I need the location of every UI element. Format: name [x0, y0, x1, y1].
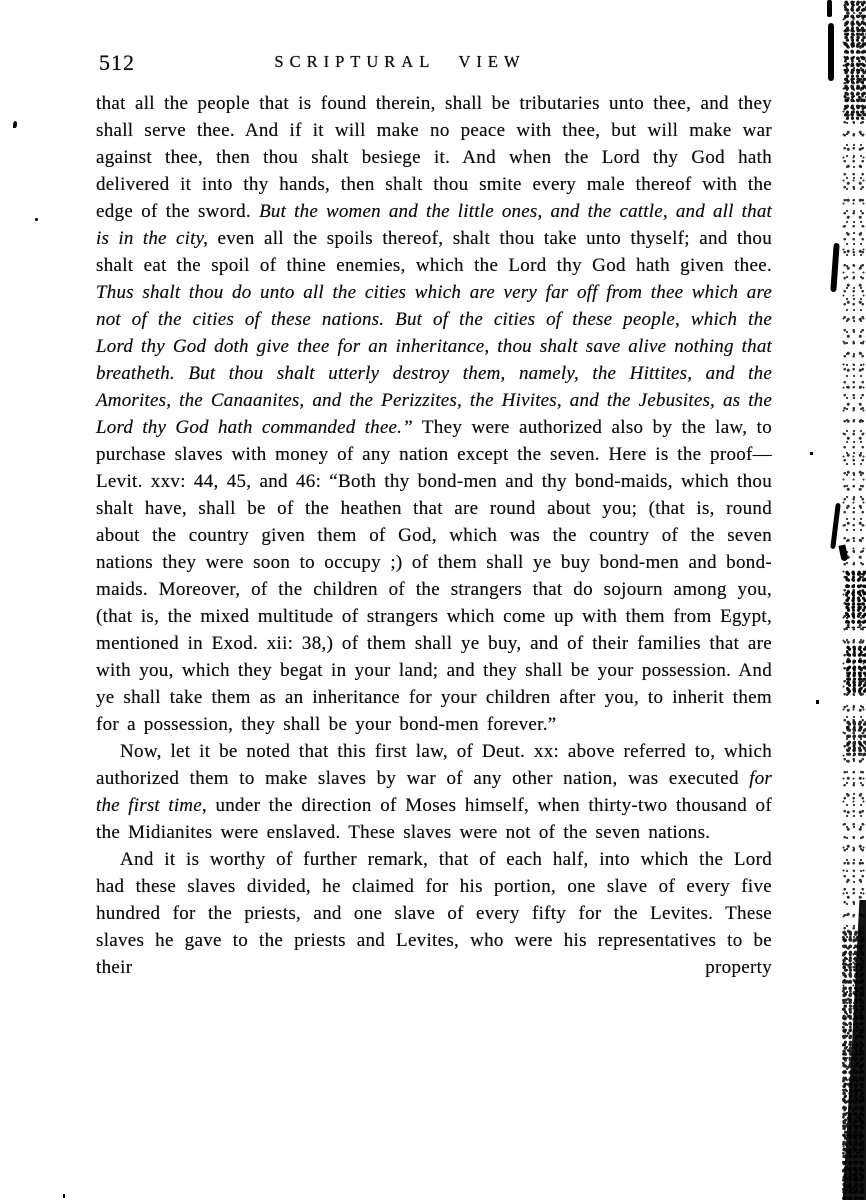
- text-run: even all the spoils thereof, shalt thou take unto thyself; and thou shalt eat the spoil of thine enemies, which the Lord thy God hath given thee.: [96, 228, 772, 276]
- running-header: [0, 48, 866, 78]
- scan-artifact: [63, 1194, 65, 1198]
- italic-run: Thus shalt thou do unto all the cities which are very far off from thee which are not of the cities of these nations. But of the cities of these people, which the Lord thy God doth give thee for an inheritance, thou shalt save alive nothing that breatheth. But thou shalt utterly destroy them, namely, the Hittites, and the Amorites, the Canaanites, and the Perizzites, the Hivites, and the Jebusites, as the Lord thy God hath commanded thee.”: [96, 282, 773, 438]
- scan-artifact: [827, 0, 832, 17]
- italic-run: for the first time: [96, 768, 772, 816]
- scan-artifact: [13, 121, 17, 128]
- paragraph: [96, 738, 772, 846]
- paragraph: [96, 90, 772, 738]
- running-header-title: SCRIPTURAL VIEW: [274, 52, 526, 71]
- scan-artifact: [35, 218, 38, 221]
- text-run: that all the people that is found therein, shall be tributaries unto thee, and they shall serve thee. And if it will make no peace with thee, but will make war against thee, then thou shalt besiege it. And when the Lord thy God hath delivered it into thy hands, then shalt thou smite every male thereof with the edge of the sword.: [96, 93, 772, 222]
- scan-artifact: [816, 700, 819, 704]
- text-run: And it is worthy of further remark, that of each half, into which the Lord had these slaves divided, he claimed for his portion, one slave of every five hundred for the priests, and one slave of every fifty for the Levites. These slaves he gave to the priests and Levites, who were his representatives to be their property: [96, 849, 772, 978]
- scan-artifact: [810, 452, 813, 455]
- italic-run: But the women and the little ones, and the cattle, and all that is in the city,: [96, 201, 772, 249]
- page-number: 512: [99, 50, 135, 75]
- paragraph: [96, 846, 772, 981]
- text-run: Now, let it be noted that this first law, of Deut. xx: above referred to, which authorized them to make slaves by war of any other nation, was executed: [96, 741, 772, 789]
- page-text: [96, 90, 772, 981]
- scan-artifact: [830, 503, 841, 549]
- scan-artifact: [844, 0, 866, 120]
- text-run: They were authorized also by the law, to purchase slaves with money of any nation except the seven. Here is the proof—Levit. xxv: 44, 45, and 46: “Both thy bond-men and thy bond-maids, which thou shalt have, shall be of the heathen that are round about you; (that is, round about the country given them of God, which was the country of the seven nations they were soon to occupy ;) of them shall ye buy bond-men and bond-maids. Moreover, of the children of the strangers that do sojourn among you, (that is, the mixed multitude of strangers which come up with them from Egypt, mentioned in Exod. xii: 38,) of them shall ye buy, and of their families that are with you, which they begat in your land; and they shall be your possession. And ye shall take them as an inheritance for your children after you, to inherit them for a possession, they shall be your bond-men forever.”: [96, 417, 772, 735]
- scan-artifact: [846, 645, 866, 695]
- scan-artifact: [846, 720, 866, 756]
- scan-artifact: [845, 570, 866, 628]
- scan-artifact: [828, 23, 834, 81]
- scan-artifact: [830, 243, 839, 292]
- text-run: , under the direction of Moses himself, when thirty-two thousand of the Midianites were enslaved. These slaves were not of the seven nations.: [96, 795, 772, 843]
- scan-artifact: [842, 930, 864, 1200]
